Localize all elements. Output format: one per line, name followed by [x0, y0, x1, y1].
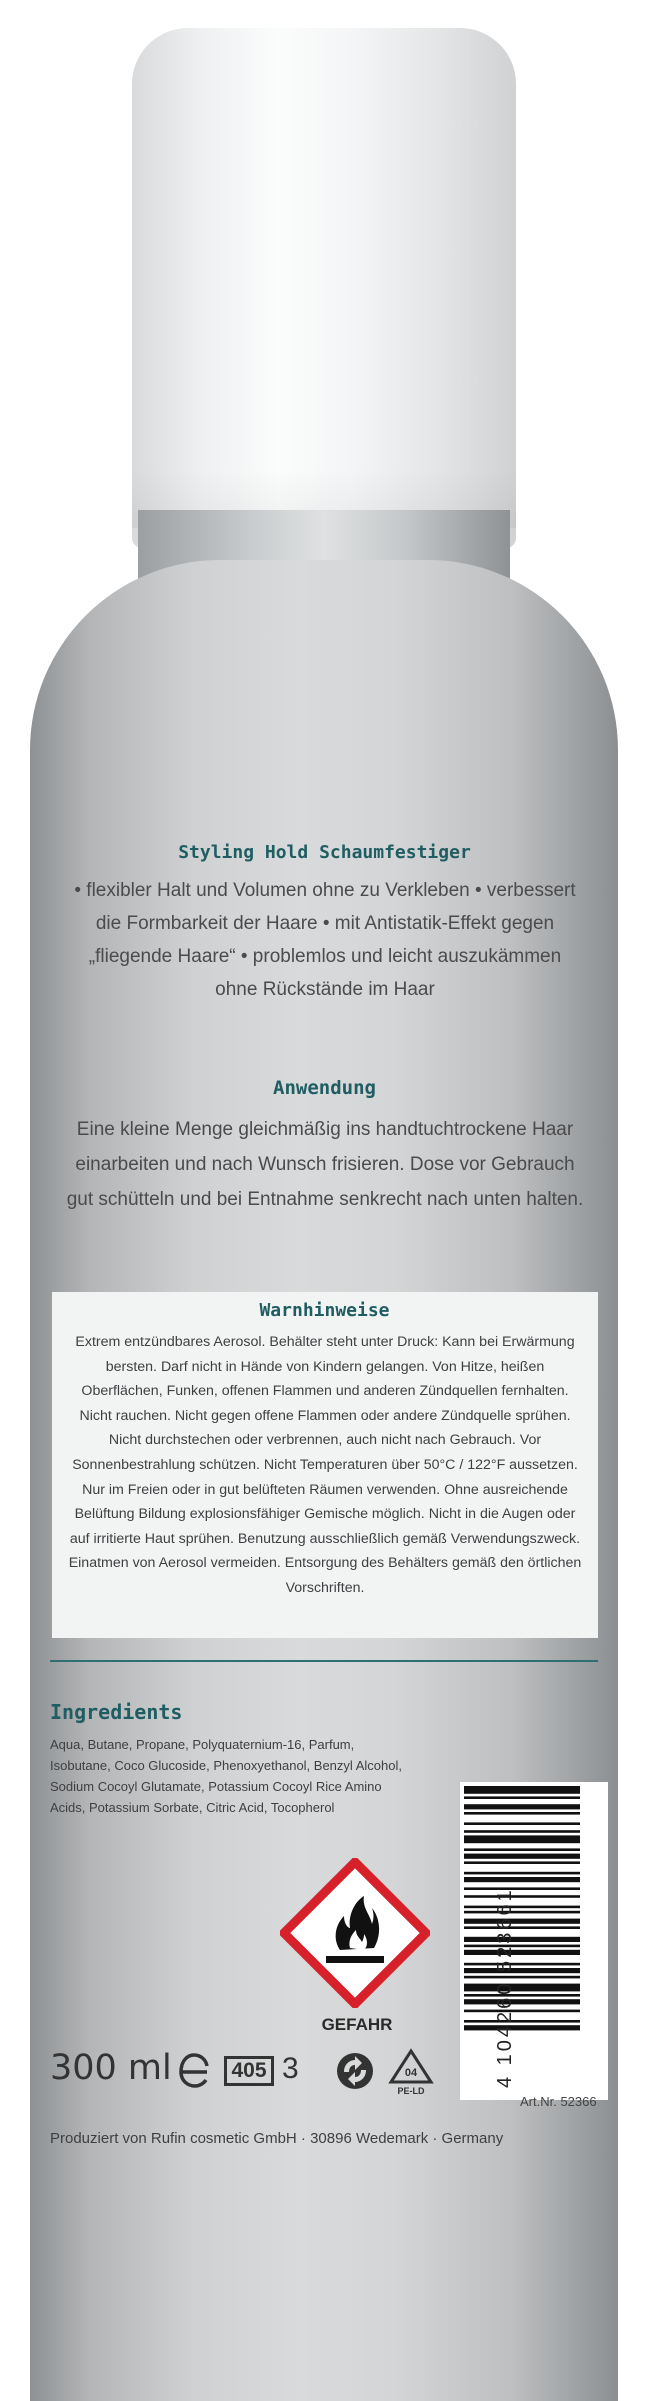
recycle-material: PE-LD [397, 2086, 425, 2096]
barcode-bar [464, 1963, 580, 1966]
barcode-bar [464, 1968, 580, 1973]
volume-label: 300 ml [50, 2048, 172, 2088]
barcode-bar [464, 1937, 580, 1942]
barcode-bar [464, 1976, 580, 1979]
recycle-code: 04 [404, 2067, 418, 2079]
usage-title: Anwendung [273, 1077, 376, 1099]
warnings-title: Warnhinweise [259, 1300, 390, 1321]
barcode-bar [464, 2025, 580, 2030]
barcode-bar [464, 1994, 580, 1997]
flame-pictogram-icon [280, 1858, 430, 2008]
barcode [464, 1786, 580, 2096]
code-box: 405 [224, 2056, 274, 2086]
estimated-sign-icon [174, 2050, 212, 2090]
barcode-bar [464, 2020, 580, 2023]
barcode-bar [464, 1984, 580, 1992]
barcode-bar [464, 1835, 580, 1843]
barcode-bar [464, 1877, 580, 1882]
barcode-bar [464, 1945, 580, 1948]
barcode-bar [464, 1822, 580, 1825]
barcode-bar [464, 1830, 580, 1833]
barcode-bar [464, 1926, 580, 1929]
barcode-bar [464, 1854, 580, 1859]
divider-line [50, 1660, 598, 1662]
recycle-triangle-icon [388, 2048, 434, 2096]
barcode-bar [464, 1911, 580, 1914]
producer-line: Produziert von Rufin cosmetic GmbH · 30896 Wedemark · Germany [50, 2130, 504, 2147]
barcode-bar [464, 1861, 580, 1864]
ingredients-title: Ingredients [50, 1700, 183, 1724]
barcode-bar [464, 1872, 580, 1875]
barcode-bar [464, 1950, 580, 1955]
barcode-number: 4 104260 523661 [494, 1887, 516, 2088]
reversed-epsilon: 3 [282, 2052, 299, 2085]
usage-text: Eine kleine Menge gleichmäßig ins handtuchtrockene Haar einarbeiten und nach Wunsch frisieren. Dose vor Gebrauch gut schütteln und bei Entnahme senkrecht nach unten halten. [66, 1119, 584, 1210]
barcode-bar [464, 1999, 580, 2004]
barcode-bar [464, 2010, 580, 2013]
product-title: Styling Hold Schaumfestiger [178, 842, 471, 863]
signal-word: GEFAHR [321, 2015, 393, 2034]
barcode-bar [464, 1887, 580, 1890]
barcode-bar [464, 1848, 580, 1851]
barcode-bar [464, 1906, 580, 1909]
benefits-text: • flexibler Halt und Volumen ohne zu Verkleben • verbessert die Formbarkeit der Haare • mit Antistatik-Effekt gegen „fliegende Haare“ • problemlos und leicht auszukämmen ohne Rückstände im Haar [74, 880, 576, 1000]
barcode-bar [464, 1796, 580, 1799]
green-dot-icon [336, 2052, 374, 2090]
ingredients-text: Aqua, Butane, Propane, Polyquaternium-16, Parfum, Isobutane, Coco Glucoside, Phenoxyethanol, Benzyl Alcohol, Sodium Cocoyl Glutamate, Potassium Cocoyl Rice Amino Acids, Potassium Sorbate, Citric Acid, Tocopherol [50, 1737, 402, 1815]
article-number: Art.Nr. 52366 [520, 2094, 597, 2109]
barcode-bar [464, 1812, 580, 1815]
barcode-bar [464, 1786, 580, 1794]
barcode-bar [464, 1919, 580, 1924]
barcode-bar [464, 1895, 580, 1898]
barcode-bar [464, 1804, 580, 1809]
warnings-text: Extrem entzündbares Aerosol. Behälter steht unter Druck: Kann bei Erwärmung bersten. Darf nicht in Hände von Kindern gelangen. Von Hitze, heißen Oberflächen, Funken, offenen Flammen und anderen Zündquellen fernhalten. Nicht rauchen. Nicht gegen offene Flammen oder andere Zündquelle sprühen. Nicht durchstechen oder verbrennen, auch nicht nach Gebrauch. Vor Sonnenbestrahlung schützen. Nicht Temperaturen über 50°C / 122°F aussetzen. Nur im Freien oder in gut belüfteten Räumen verwenden. Ohne ausreichende Belüftung Bildung explosionsfähiger Gemische möglich. Nicht in die Augen oder auf irritierte Haut sprühen. Benutzung ausschließlich gemäß Verwendungszweck. Einatmen von Aerosol vermeiden. Entsorgung des Behälters gemäß den örtlichen Vorschriften. [68, 1334, 582, 1596]
